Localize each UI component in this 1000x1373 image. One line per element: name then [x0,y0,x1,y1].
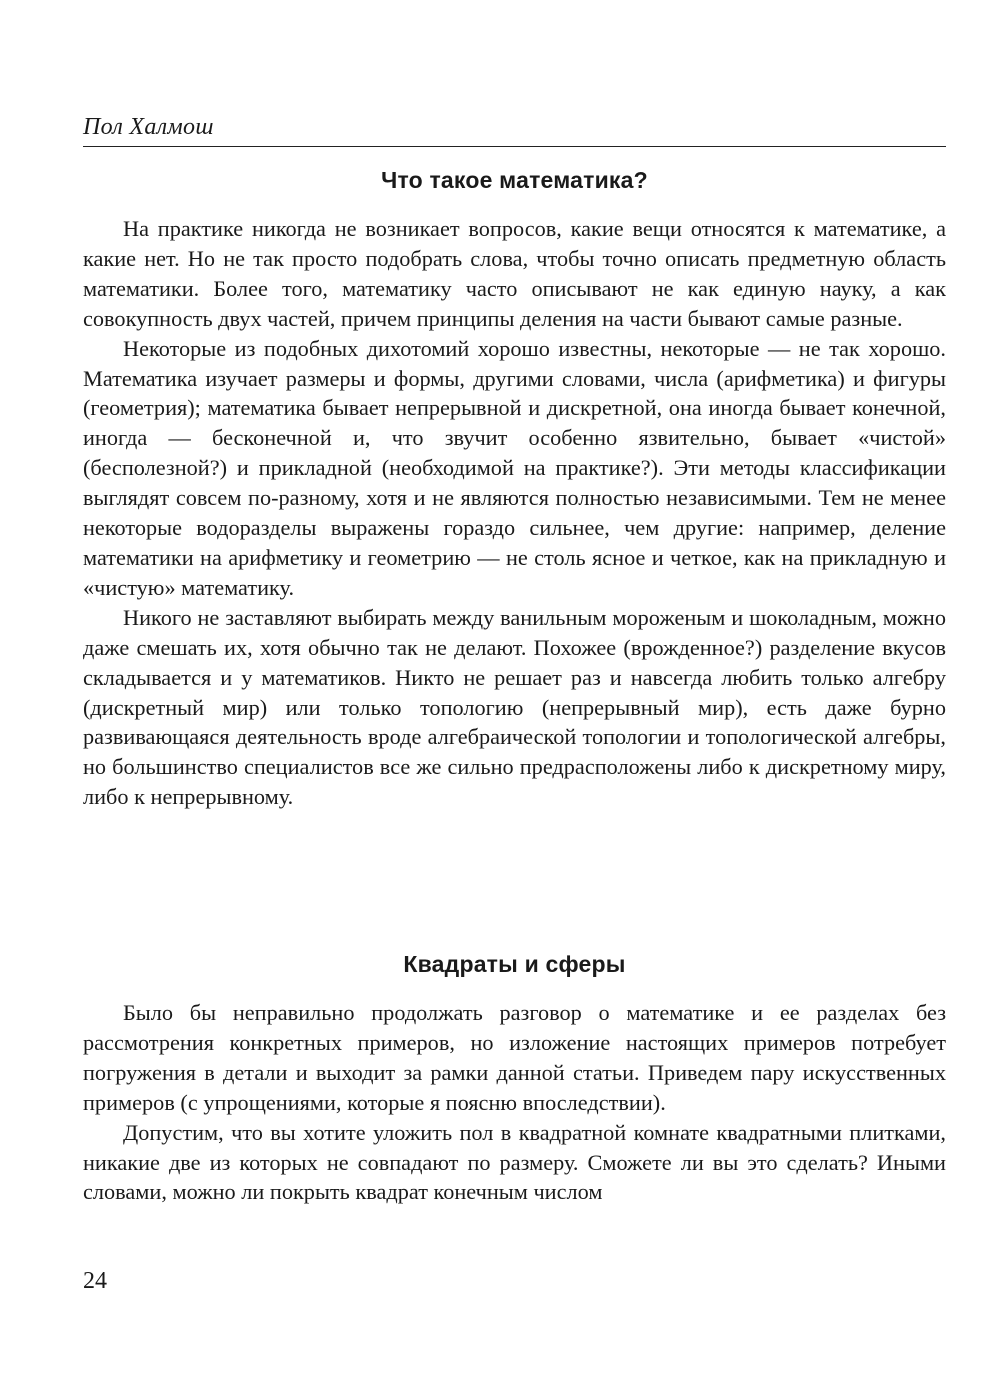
paragraph: Допустим, что вы хотите уложить пол в квадратной комнате квадратными плитками, никакие две из которых не совпадают по размеру. Сможете ли вы это сделать? Иными словами, можно ли покрыть квадрат конечным числом [83,1119,946,1205]
running-head [83,110,946,147]
section-squares-and-spheres [83,946,946,1207]
paragraph: Было бы неправильно продолжать разговор о математике и ее разделах без рассмотрения конкретных примеров, но изложение настоящих примеров потребует погружения в детали и выходит за рамки данной статьи. Приведем пару искусственных примеров (с упрощениями, которые я поясню впоследствии). [83,1000,946,1115]
paragraph: Некоторые из подобных дихотомий хорошо известны, некоторые — не так хорошо. Математика изучает размеры и формы, другими словами, числа (арифметика) и фигуры (геометрия); математика бывает непрерывной и дискретной, она иногда бывает конечной, иногда — бесконечной и, что звучит особенно язвительно, бывает «чистой» (бесполезной?) и прикладной (необходимой на практике?). Эти методы классификации выглядят совсем по-разному, хотя и не являются полностью независимыми. Тем не менее некоторые водоразделы выражены гораздо сильнее, чем другие: например, деление математики на арифметику и геометрию — не столь ясное и четкое, как на прикладную и «чистую» математику. [83,335,946,600]
section-title: Что такое математика? [381,167,648,193]
section-what-is-mathematics [83,162,946,812]
author-name: Пол Халмош [83,114,214,140]
page-number: 24 [83,1268,107,1294]
section-title: Квадраты и сферы [403,951,626,977]
paragraph: На практике никогда не возникает вопросов, какие вещи относятся к математике, а какие нет. Но не так просто подобрать слова, чтобы точно описать предметную область математики. Более того, математику часто описывают не как единую науку, а как совокупность двух частей, причем принципы деления на части бывают самые разные. [83,216,946,331]
paragraph: Никого не заставляют выбирать между ванильным мороженым и шоколадным, можно даже смешать их, хотя обычно так не делают. Похожее (врожденное?) разделение вкусов складывается и у математиков. Никто не решает раз и навсегда любить только алгебру (дискретный мир) или только топологию (непрерывный мир), есть даже бурно развивающаяся деятельность вроде алгебраической топологии и топологической алгебры, но большинство специалистов все же сильно предрасположены либо к дискретному миру, либо к непрерывному. [83,604,946,810]
